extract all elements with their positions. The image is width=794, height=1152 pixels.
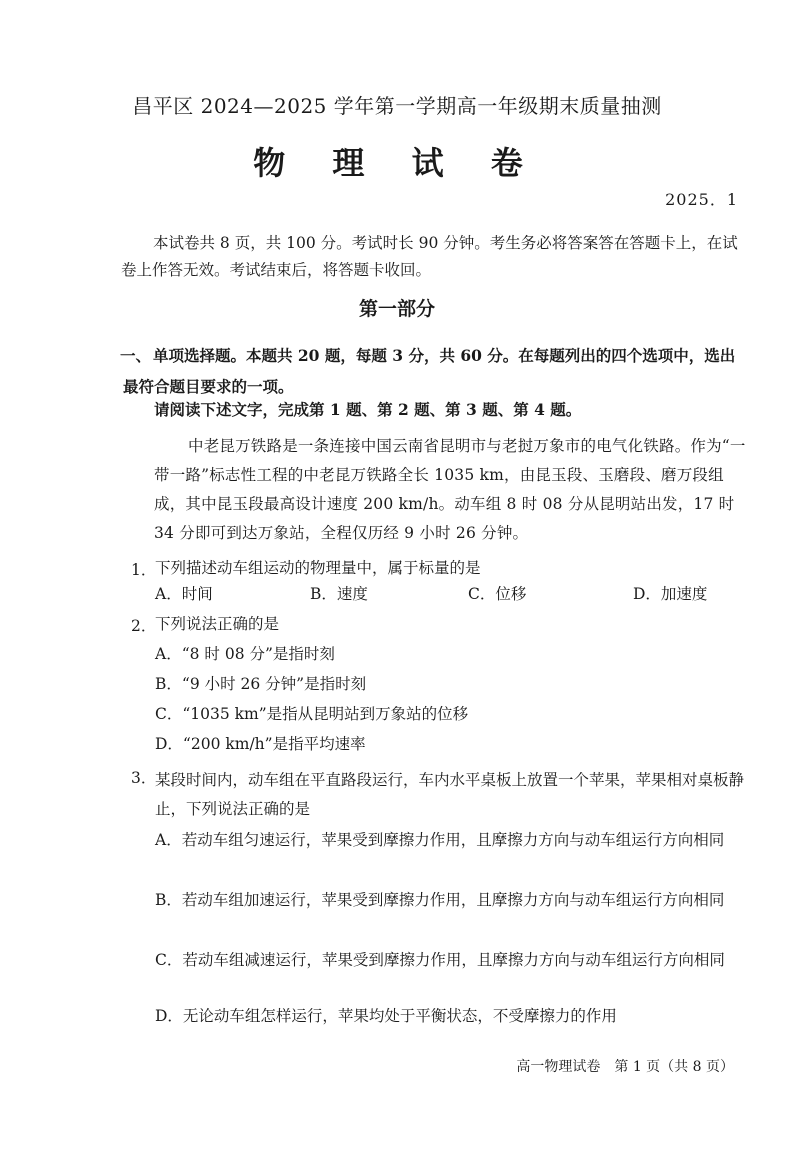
part-title: 第一部分 xyxy=(358,298,435,320)
exam-instructions: 本试卷共 8 页，共 100 分。考试时长 90 分钟。考生务必将答案答在答题卡上，在试卷上作答无效。考试结束后，将答题卡收回。 xyxy=(121,234,738,279)
option-b: B．若动车组加速运行，苹果受到摩擦力作用，且摩擦力方向与动车组运行方向相同 xyxy=(155,891,725,909)
reading-instruction: 请阅读下述文字，完成第 1 题、第 2 题、第 3 题、第 4 题。 xyxy=(154,400,582,419)
option-c: C．若动车组减速运行，苹果受到摩擦力作用，且摩擦力方向与动车组运行方向相同 xyxy=(155,951,725,969)
question-number: 3． xyxy=(131,769,157,787)
option-c: C．位移 xyxy=(468,585,527,603)
option-d: D．加速度 xyxy=(633,585,708,603)
section-number: 一、 xyxy=(120,346,152,365)
question-number: 1． xyxy=(131,561,157,579)
exam-date: 2025．1 xyxy=(665,190,738,209)
question-number: 2． xyxy=(131,617,157,635)
option-a: A．时间 xyxy=(155,585,213,603)
exam-header: 昌平区 2024—2025 学年第一学期高一年级期末质量抽测 xyxy=(132,94,662,118)
option-d: D．“200 km/h”是指平均速率 xyxy=(155,735,366,753)
section-heading xyxy=(120,340,748,402)
option-d: D．无论动车组怎样运行，苹果均处于平衡状态，不受摩擦力的作用 xyxy=(155,1007,617,1025)
page-footer: 高一物理试卷 第 1 页（共 8 页） xyxy=(516,1059,734,1075)
option-a: A．“8 时 08 分”是指时刻 xyxy=(155,645,335,663)
question-stem: 某段时间内，动车组在平直路段运行，车内水平桌板上放置一个苹果，苹果相对桌板静止，下列说法正确的是 xyxy=(155,771,745,818)
option-b: B．“9 小时 26 分钟”是指时刻 xyxy=(155,675,367,693)
question-stem: 下列描述动车组运动的物理量中，属于标量的是 xyxy=(155,559,481,577)
reading-passage: 中老昆万铁路是一条连接中国云南省昆明市与老挝万象市的电气化铁路。作为“一带一路”标志性工程的中老昆万铁路全长 1035 km，由昆玉段、玉磨段、磨万段组成，其中昆玉段最高设计速度 200 km/h。动车组 8 时 08 分从昆明站出发，17 时 34 分即可到达万象站，全程仅历经 9 小时 26 分钟。 xyxy=(154,437,746,542)
question-stem: 下列说法正确的是 xyxy=(155,615,280,633)
section-heading-text xyxy=(93,340,748,402)
option-a: A．若动车组匀速运行，苹果受到摩擦力作用，且摩擦力方向与动车组运行方向相同 xyxy=(155,831,725,849)
option-c: C．“1035 km”是指从昆明站到万象站的位移 xyxy=(155,705,469,723)
page-title: 物 理 试 卷 xyxy=(253,144,541,182)
option-b: B．速度 xyxy=(310,585,368,603)
section-heading-body: 单项选择题。本题共 20 题，每题 3 分，共 60 分。在每题列出的四个选项中，选出最符合题目要求的一项。 xyxy=(123,346,736,396)
